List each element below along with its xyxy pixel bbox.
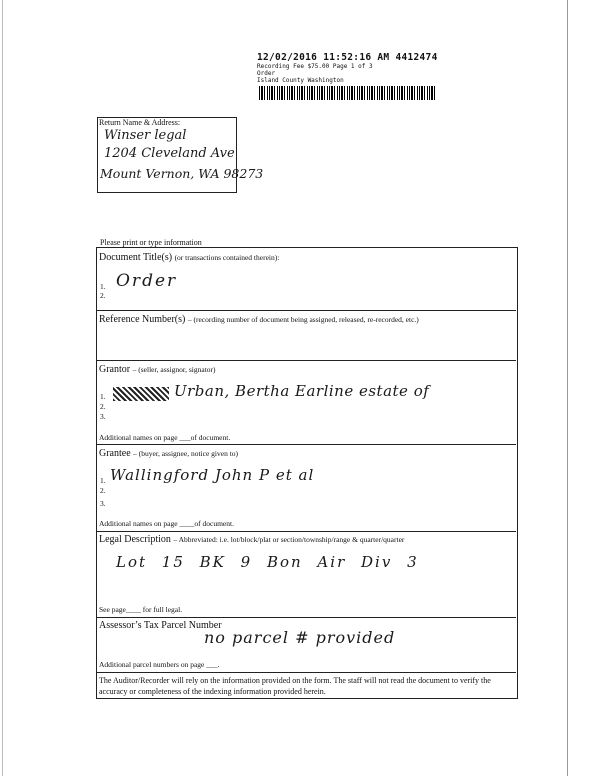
scribbled-out-text [113,387,169,401]
return-address-line1: Winser legal [104,128,187,143]
line-number: 2. [100,402,106,411]
line-number: 1. [100,392,106,401]
grantee-additional-names: Additional names on page ____of document. [99,519,234,528]
print-instruction: Please print or type information [100,238,202,247]
return-address-line3: Mount Vernon, WA 98273 [100,166,264,181]
recording-type-line: Order [257,70,276,77]
grantee-heading: Grantee – (buyer, assignee, notice given to) [99,448,239,459]
legal-section-divider [96,531,516,532]
recording-county-line: Island County Washington [257,77,344,84]
line-number: 1. [100,476,106,485]
legal-description-value: Lot 15 BK 9 Bon Air Div 3 [116,553,419,571]
line-number: 2. [100,291,106,300]
parcel-section-divider [96,617,516,618]
grantor-section-divider [96,360,516,361]
line-number: 3. [100,412,106,421]
grantee-section-divider [96,444,516,445]
grantor-additional-names: Additional names on page ___of document. [99,433,231,442]
grantor-heading: Grantor – (seller, assignor, signator) [99,364,216,375]
parcel-additional-numbers: Additional parcel numbers on page ___. [99,660,220,669]
auditor-disclaimer: The Auditor/Recorder will rely on the information provided on the form. The staff will not read the document to verify the accuracy or completeness of the indexing information provided herein. [99,676,491,696]
grantee-value: Wallingford John P et al [110,466,315,484]
line-number: 3. [100,499,106,508]
return-address-line2: 1204 Cleveland Ave [104,146,235,161]
line-number: 1. [100,282,106,291]
footer-section-divider [96,672,516,673]
parcel-heading: Assessor’s Tax Parcel Number [99,620,222,631]
barcode [259,86,435,100]
recording-fee-line: Recording Fee $75.00 Page 1 of 3 [257,63,373,70]
scan-edge-left [2,0,3,776]
parcel-value: no parcel # provided [204,628,396,647]
return-address-label: Return Name & Address: [99,118,181,127]
recording-stamp-line1: 12/02/2016 11:52:16 AM 4412474 [257,52,438,63]
line-number: 2. [100,486,106,495]
scan-edge-right [567,0,568,776]
legal-description-heading: Legal Description – Abbreviated: i.e. lot/block/plat or section/township/range & quarter/quarter [99,534,405,545]
grantor-value: Urban, Bertha Earline estate of [174,382,430,400]
document-title-heading: Document Title(s) (or transactions contained therein): [99,252,280,263]
reference-section-divider [96,310,516,311]
reference-heading: Reference Number(s) – (recording number of document being assigned, released, re-recorded, etc.) [99,314,419,325]
full-legal-page-note: See page____ for full legal. [99,605,183,614]
document-title-value: Order [116,271,178,291]
